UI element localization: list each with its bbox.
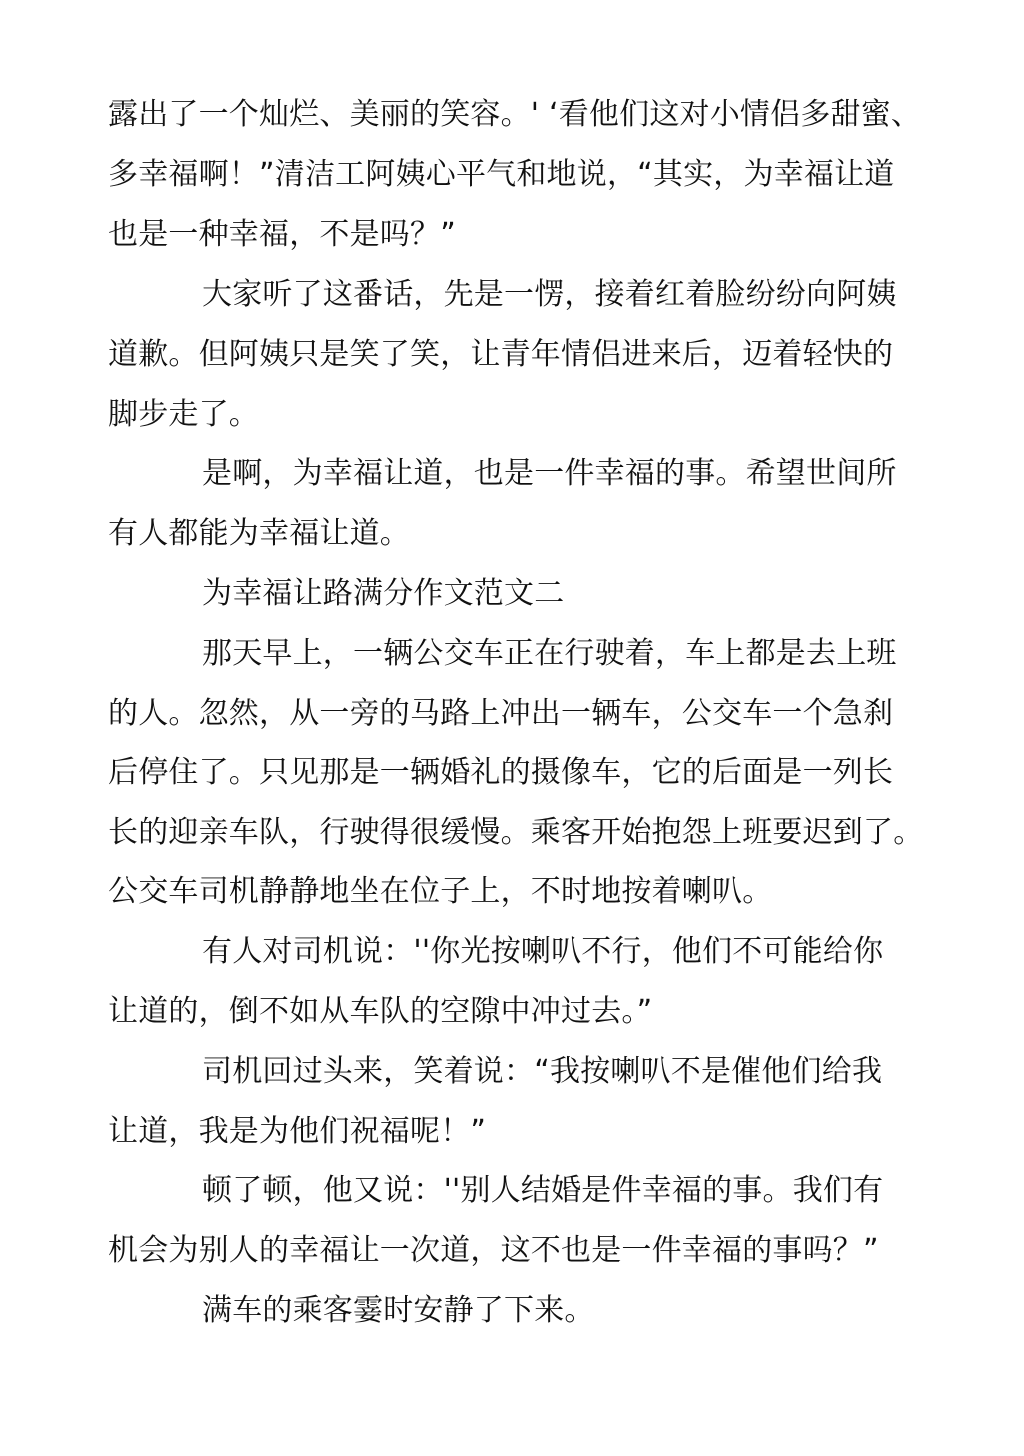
text-line: 后停住了。只见那是一辆婚礼的摄像车，它的后面是一列长	[108, 755, 894, 790]
text-line: 的人。忽然，从一旁的马路上冲出一辆车，公交车一个急刹	[108, 696, 894, 731]
section-heading: 为幸福让路满分作文范文二	[202, 576, 565, 611]
text-line: 机会为别人的幸福让一次道，这不也是一件幸福的事吗？”	[108, 1233, 879, 1268]
text-line: 是啊，为幸福让道，也是一件幸福的事。希望世间所	[202, 456, 897, 491]
text-line: 有人对司机说：''你光按喇叭不行，他们不可能给你	[202, 934, 884, 969]
text-line: 让道，我是为他们祝福呢！”	[108, 1114, 487, 1149]
text-line: 顿了顿，他又说：''别人结婚是件幸福的事。我们有	[202, 1173, 884, 1208]
text-line: 道歉。但阿姨只是笑了笑，让青年情侣进来后，迈着轻快的	[108, 337, 894, 372]
text-line: 满车的乘客霎时安静了下来。	[202, 1293, 595, 1328]
text-line: 让道的，倒不如从车队的空隙中冲过去。”	[108, 994, 653, 1029]
text-line: 大家听了这番话，先是一愣，接着红着脸纷纷向阿姨	[202, 277, 897, 312]
text-line: 多幸福啊！”清洁工阿姨心平气和地说，“其实，为幸福让道	[108, 157, 895, 192]
text-line: 司机回过头来，笑着说：“我按喇叭不是催他们给我	[202, 1054, 883, 1089]
text-line: 长的迎亲车队，行驶得很缓慢。乘客开始抱怨上班要迟到了。	[108, 815, 924, 850]
text-line: 那天早上，一辆公交车正在行驶着，车上都是去上班	[202, 636, 897, 671]
text-line: 有人都能为幸福让道。	[108, 516, 410, 551]
text-line: 脚步走了。	[108, 397, 259, 432]
text-line: 公交车司机静静地坐在位子上，不时地按着喇叭。	[108, 874, 773, 909]
text-line: 也是一种幸福，不是吗？”	[108, 217, 456, 252]
text-line: 露出了一个灿烂、美丽的笑容。' ‘看他们这对小情侣多甜蜜、	[108, 97, 922, 132]
